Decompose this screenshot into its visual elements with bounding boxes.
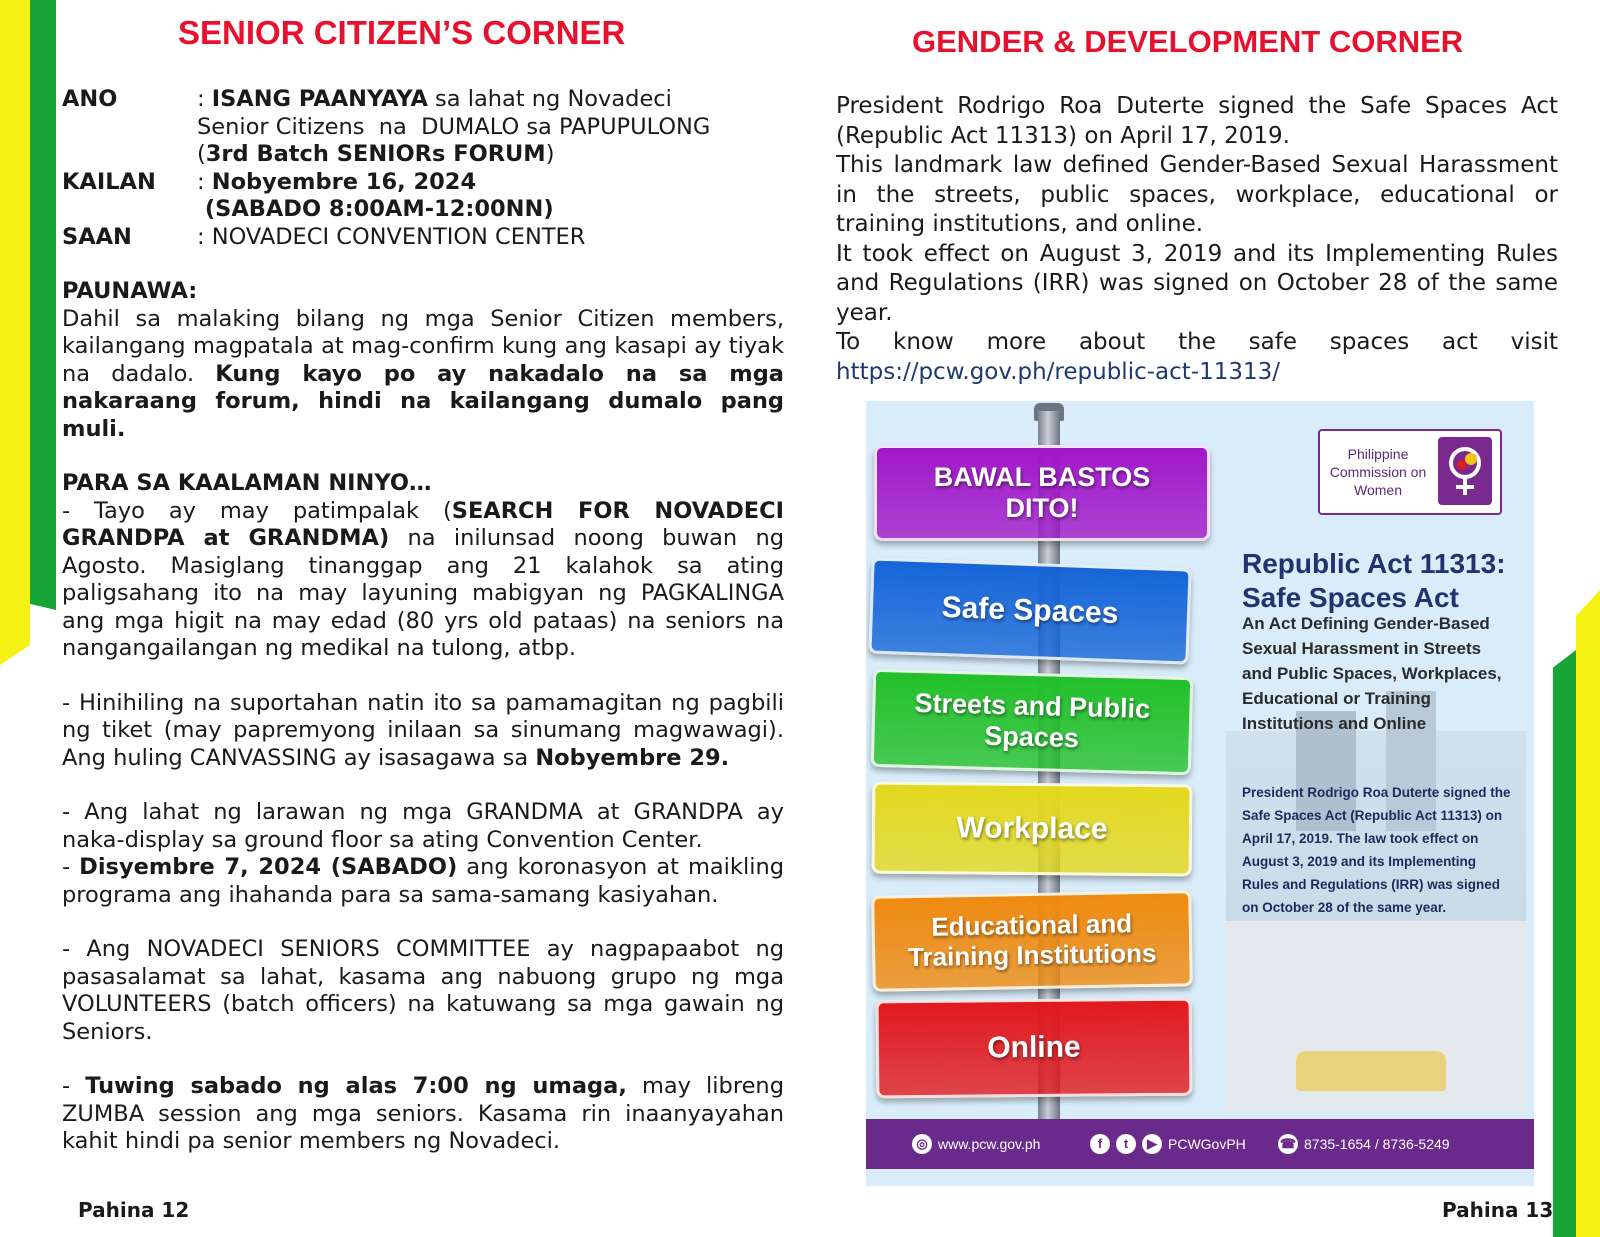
info-value	[197, 169, 784, 224]
info-line: : NOVADECI CONVENTION CENTER	[197, 223, 586, 250]
page-number-right: Pahina 13	[1442, 1198, 1554, 1222]
ra-subtitle: An Act Defining Gender-Based Sexual Harassment in Streets and Public Spaces, Workplaces, Educational or Training Institutions and Online	[1242, 614, 1502, 733]
phone-icon: ☎	[1278, 1134, 1298, 1154]
youtube-icon: ▶	[1142, 1134, 1162, 1154]
info-row-ano	[62, 86, 784, 169]
info-row-kailan	[62, 169, 784, 224]
pcw-badge	[1318, 429, 1502, 515]
globe-icon: ◎	[912, 1134, 932, 1154]
sign-board: Streets and Public Spaces	[871, 669, 1193, 775]
gad-corner-body	[836, 92, 1558, 387]
poster-footer	[866, 1119, 1534, 1169]
bullet-display: - Ang lahat ng larawan ng mga GRANDMA at GRANDPA ay naka-display sa ground floor sa ating Convention Center.	[62, 799, 784, 853]
jeepney	[1296, 1051, 1446, 1091]
right-yellow-stripe	[1576, 590, 1600, 1237]
info-line: : ISANG PAANYAYA sa lahat ng Novadeci	[197, 86, 672, 112]
gad-corner-title: GENDER & DEVELOPMENT CORNER	[912, 24, 1464, 59]
left-yellow-stripe	[0, 0, 30, 665]
sign-board: Educational and Training Institutions	[871, 890, 1193, 992]
safe-spaces-link[interactable]: https://pcw.gov.ph/republic-act-11313/	[836, 358, 1281, 385]
info-value	[197, 224, 784, 252]
footer-website: ◎ www.pcw.gov.ph	[912, 1134, 1040, 1154]
info-line: : Nobyembre 16, 2024	[197, 168, 477, 195]
paunawa-text: Dahil sa malaking bilang ng mga Senior Citizen members, kailangang magpatala at mag-confirm kung ang kasapi ay tiyak na dadalo. Kung kayo po ay nakadalo na sa mga nakaraang forum, hindi na kailangang dumalo pang muli.	[62, 305, 784, 442]
footer-phone: ☎ 8735-1654 / 8736-5249	[1279, 1136, 1450, 1152]
gad-p2: This landmark law defined Gender-Based Sexual Harassment in the streets, public spaces, workplace, educational or training institutions, and online.	[836, 152, 1558, 237]
page-number-left: Pahina 12	[78, 1198, 190, 1222]
ra-body: President Rodrigo Roa Duterte signed the Safe Spaces Act (Republic Act 11313) on April 17, 2019. The law took effect on August 3, 2019 and its Implementing Rules and Regulations (IRR) was signed on October 28 of the same year.	[1242, 785, 1511, 915]
info-key: ANO	[62, 86, 118, 112]
gad-p4: To know more about the safe spaces act visit	[836, 329, 1558, 355]
bullet-coronation: - Disyembre 7, 2024 (SABADO) ang koronasyon at maikling programa ang ihahanda para sa sama-samang kasiyahan.	[62, 854, 784, 908]
gad-p1: President Rodrigo Roa Duterte signed the Safe Spaces Act (Republic Act 11313) on April 17, 2019.	[836, 93, 1558, 149]
info-row-saan	[62, 224, 784, 252]
bullet-zumba: - Tuwing sabado ng alas 7:00 ng umaga, may libreng ZUMBA session ang mga seniors. Kasama rin inaanyayahan kahit hindi pa senior members ng Novadeci.	[62, 1073, 784, 1154]
info-key: KAILAN	[62, 168, 156, 195]
footer-social: f t ▶ PCWGovPH	[1090, 1134, 1246, 1154]
facebook-icon: f	[1090, 1134, 1110, 1154]
sign-board: Safe Spaces	[868, 557, 1191, 664]
twitter-icon: t	[1116, 1134, 1136, 1154]
gad-p3: It took effect on August 3, 2019 and its Implementing Rules and Regulations (IRR) was signed on October 28 of the same year.	[836, 240, 1558, 326]
safe-spaces-poster	[866, 401, 1534, 1186]
event-info	[62, 86, 784, 251]
pcw-name: Philippine Commission on Women	[1329, 446, 1427, 498]
pcw-logo-icon	[1438, 437, 1492, 505]
info-line: Senior Citizens na DUMALO sa PAPUPULONG	[197, 113, 711, 140]
ra-title: Republic Act 11313: Safe Spaces Act	[1242, 548, 1506, 613]
sign-board: BAWAL BASTOS DITO!	[874, 445, 1210, 541]
sign-board: Workplace	[872, 782, 1193, 877]
sign-board: Online	[876, 998, 1193, 1099]
para-heading: PARA SA KAALAMAN NINYO…	[62, 470, 432, 496]
paunawa-heading: PAUNAWA:	[62, 278, 198, 304]
left-green-stripe	[30, 0, 56, 610]
senior-corner-title: SENIOR CITIZEN’S CORNER	[178, 14, 626, 51]
info-line: (3rd Batch SENIORs FORUM)	[197, 141, 555, 167]
info-value	[197, 86, 784, 169]
right-green-stripe	[1553, 650, 1576, 1237]
bullet-ticket: - Hinihiling na suportahan natin ito sa pamamagitan ng pagbili ng tiket (may papremyong inilaan sa sinumang magwawagi). Ang huling CANVASSING ay isasagawa sa Nobyembre 29.	[62, 689, 784, 771]
info-key: SAAN	[62, 223, 132, 250]
senior-corner-body	[62, 86, 784, 1156]
bullet-committee: - Ang NOVADECI SENIORS COMMITTEE ay nagpapaabot ng pasasalamat sa lahat, kasama ang nabuong grupo ng mga VOLUNTEERS (batch officers) na katuwang sa mga gawain ng Seniors.	[62, 936, 784, 1045]
info-line: (SABADO 8:00AM-12:00NN)	[197, 196, 554, 222]
bullet-contest: - Tayo ay may patimpalak (SEARCH FOR NOVADECI GRANDPA at GRANDMA) na inilunsad noong buwan ng Agosto. Masiglang tinanggap ang 21 kalahok sa ating paligsahang ito na may layuning mabigyan ng PAGKALINGA ang mga higit na may edad (80 yrs old pataas) na seniors na nangangailangan ng medikal na tulong, atbp.	[62, 497, 785, 661]
